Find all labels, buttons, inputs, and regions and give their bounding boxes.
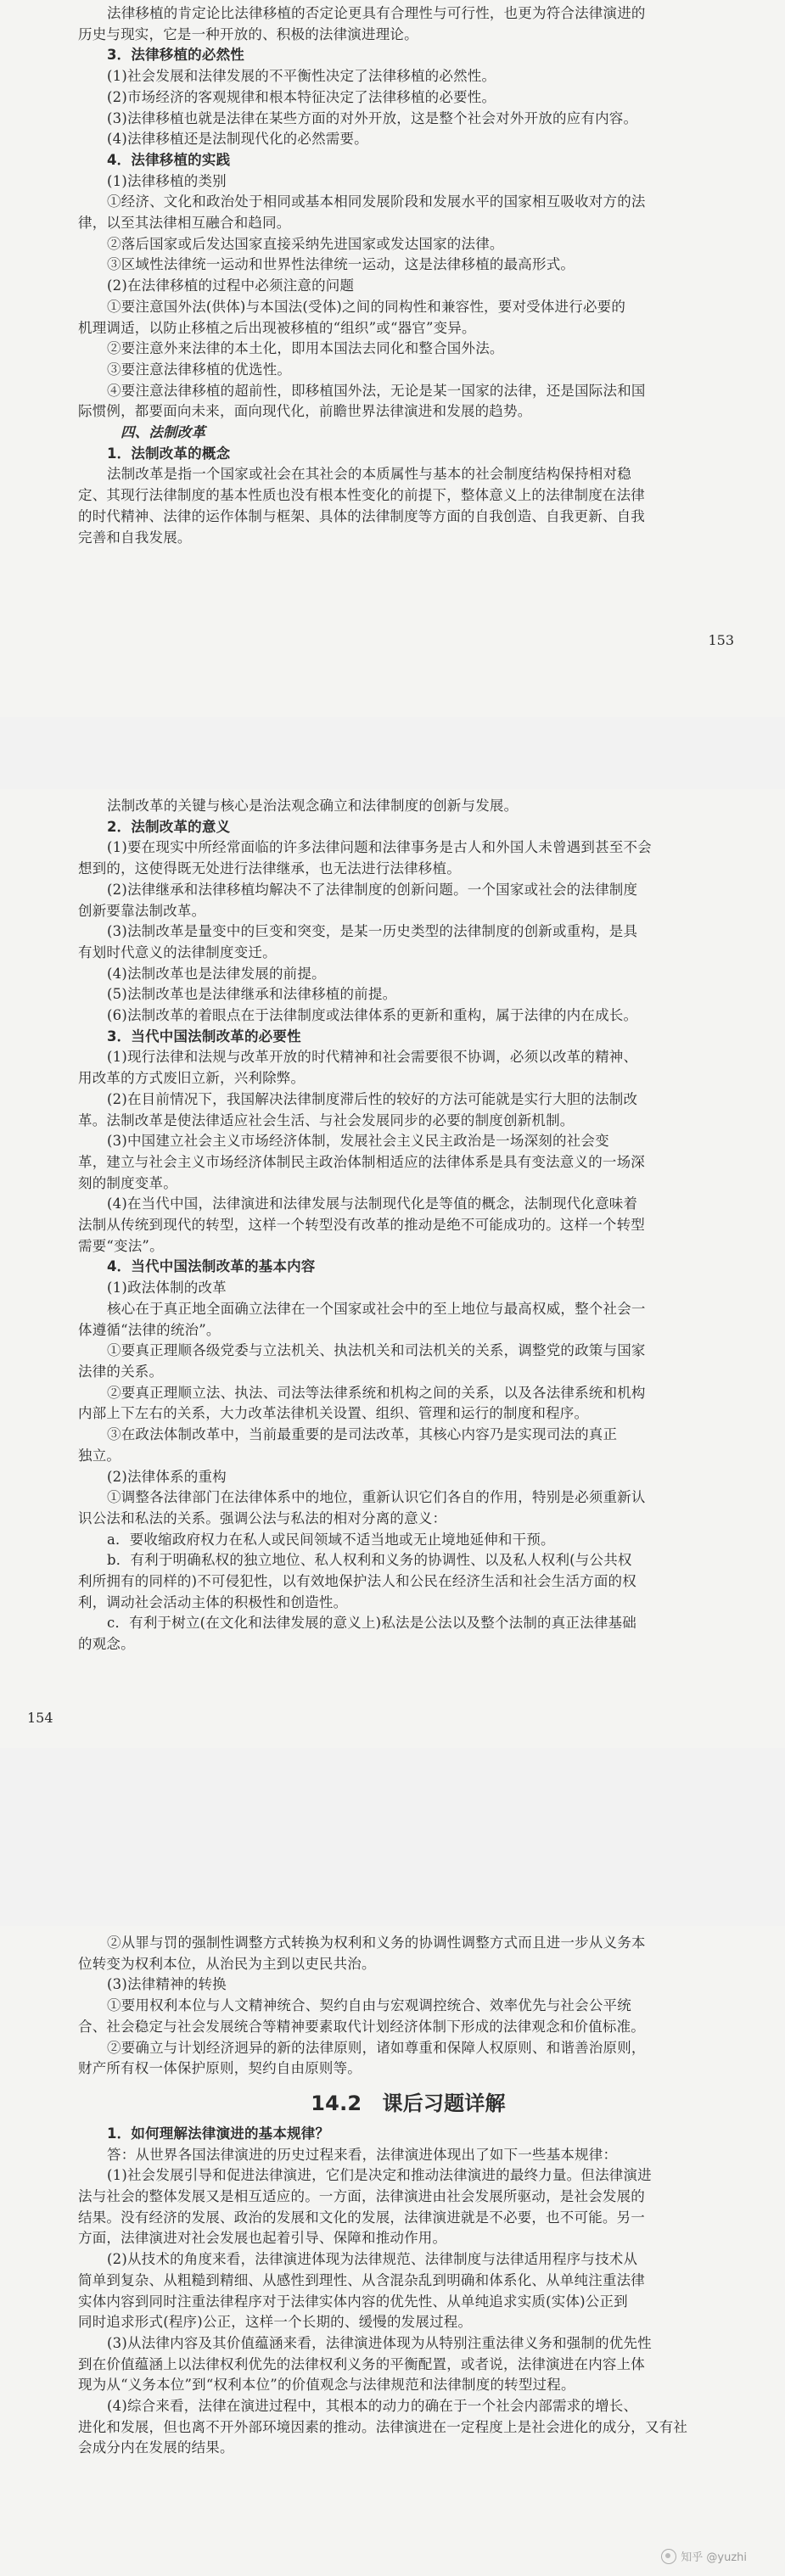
text-line: ②要确立与计划经济迥异的新的法律原则，诸如尊重和保障人权原则、和谐善治原则， [107,2039,646,2056]
section-heading: 3．法律移植的必然性 [107,47,244,64]
text-line: 利所拥有的同样的)不可侵犯性，以有效地保护法人和公民在经济生活和社会生活方面的权 [78,1573,636,1590]
text-line: (4)在当代中国，法律演进和法律发展与法制现代化是等值的概念，法制现代化意味着 [107,1196,638,1212]
text-line: 合、社会稳定与社会发展统合等精神要素取代计划经济体制下形成的法律观念和价值标准。 [78,2018,645,2035]
text-line: 结果。没有经济的发展、政治的发展和文化的发展，法律演进就是不必要，也不可能。另一 [78,2209,645,2226]
text-line: ②要注意外来法律的本土化，即用本国法去同化和整合国外法。 [107,340,504,357]
text-line: 际惯例，都要面向未来，面向现代化，前瞻世界法律演进和发展的趋势。 [78,403,532,420]
text-line: ②从罪与罚的强制性调整方式转换为权利和义务的协调性调整方式而且进一步从义务本 [107,1935,646,1951]
text-line: 方面，法律演进对社会发展也起着引导、保障和推动作用。 [78,2230,447,2247]
text-line: 会成分内在发展的结果。 [78,2439,234,2456]
text-line: 体遵循“法律的统治”。 [78,1321,221,1338]
text-line: 机理调适，以防止移植之后出现被移植的“组织”或“器官”变异。 [78,319,476,336]
text-line: (3)从法律内容及其价值蕴涵来看，法律演进体现为从特别注重法律义务和强制的优先性 [107,2334,652,2351]
text-line: (1)社会发展和法律发展的不平衡性决定了法律移植的必然性。 [107,68,496,85]
text-line: 独立。 [78,1447,121,1464]
text-line: (2)法律继承和法律移植均解决不了法律制度的创新问题。一个国家或社会的法律制度 [107,881,638,898]
text-line: (2)在目前情况下，我国解决法律制度滞后性的较好的方法可能就是实行大胆的法制改 [107,1090,638,1107]
text-line: ②落后国家或后发达国家直接采纳先进国家或发达国家的法律。 [107,235,504,252]
text-line: 到在价值蕴涵上以法律权利优先的法律权利义务的平衡配置，或者说，法律演进在内容上体 [78,2355,645,2372]
text-line: ①要用权利本位与人文精神统合、契约自由与宏观调控统合、效率优先与社会公平统 [107,1997,631,2014]
text-line: a．要收缩政府权力在私人或民间领域不适当地或无止境地延伸和干预。 [107,1531,555,1548]
text-line: 法制从传统到现代的转型，这样一个转型没有改革的推动是绝不可能成功的。这样一个转型 [78,1217,645,1234]
text-line: 需要“变法”。 [78,1237,164,1254]
text-line: 实体内容到同时注重法律程序对于法律实体内容的优先性、从单纯追求实质(实体)公正到 [78,2293,628,2310]
watermark-text: 知乎 @yuzhi [681,2551,747,2564]
text-line: (3)法制改革是量变中的巨变和突变，是某一历史类型的法律制度的创新或重构，是具 [107,923,638,940]
text-line: (2)法律体系的重构 [107,1468,227,1485]
text-line: 律，以至其法律相互融合和趋同。 [78,215,291,232]
text-line: ③要注意法律移植的优选性。 [107,361,292,378]
text-line: (1)要在现实中所经常面临的许多法律问题和法律事务是古人和外国人未曾遇到甚至不会 [107,839,652,856]
text-line: 法律移植的肯定论比法律移植的否定论更具有合理性与可行性，也更为符合法律演进的 [107,5,646,21]
text-line: 革。法制改革是使法律适应社会生活、与社会发展同步的必要的制度创新机制。 [78,1112,575,1128]
page-155 [0,1926,785,2576]
text-line: (2)从技术的角度来看，法律演进体现为法律规范、法律制度与法律适用程序与技术从 [107,2251,638,2268]
text-line: 法制改革是指一个国家或社会在其社会的本质属性与基本的社会制度结构保持相对稳 [107,466,631,483]
text-line: 有划时代意义的法律制度变迁。 [78,944,277,960]
text-line: 的时代精神、法律的运作体制与框架、具体的法律制度等方面的自我创造、自我更新、自我 [78,507,645,524]
text-line: ①调整各法律部门在法律体系中的地位，重新认识它们各自的作用，特别是必须重新认 [107,1489,646,1506]
page-153 [0,0,785,717]
text-line: (3)中国建立社会主义市场经济体制，发展社会主义民主政治是一场深刻的社会变 [107,1133,609,1150]
text-line: 财产所有权一体保护原则，契约自由原则等。 [78,2060,362,2077]
text-line: 位转变为权利本位，从治民为主到以吏民共治。 [78,1955,376,1972]
text-line: 刻的制度变革。 [78,1174,177,1191]
text-line: 同时追求形式(程序)公正，这样一个长期的、缓慢的发展过程。 [78,2314,473,2331]
text-line: b．有利于明确私权的独立地位、私人权利和义务的协调性、以及私人权利(与公共权 [107,1552,632,1569]
text-line: (4)法律移植还是法制现代化的必然需要。 [107,131,368,148]
page-154 [0,789,785,1748]
text-line: ①经济、文化和政治处于相同或基本相同发展阶段和发展水平的国家相互吸收对方的法 [107,193,646,210]
text-line: 利，调动社会活动主体的积极性和创造性。 [78,1593,348,1610]
text-line: (4)综合来看，法律在演进过程中，其根本的动力的确在于一个社会内部需求的增长、 [107,2398,638,2415]
part-heading: 四、法制改革 [121,424,206,441]
page-body [78,796,738,1655]
text-line: (3)法律精神的转换 [107,1976,227,1993]
text-line: ③区域性法律统一运动和世界性法律统一运动，这是法律移植的最高形式。 [107,256,575,273]
text-line: 定、其现行法律制度的基本性质也没有根本性变化的前提下，整体意义上的法律制度在法律 [78,487,645,504]
page-number: 154 [27,1710,53,1726]
text-line: ③在政法体制改革中，当前最重要的是司法改革，其核心内容乃是实现司法的真正 [107,1426,618,1443]
watermark [661,2548,747,2564]
zhihu-logo-icon [661,2549,676,2564]
text-line: 识公法和私法的关系。强调公法与私法的相对分离的意义： [78,1509,447,1526]
text-line: 法与社会的整体发展又是相互适应的。一方面，法律演进由社会发展所驱动，是社会发展的 [78,2188,645,2205]
text-line: 进化和发展，但也离不开外部环境因素的推动。法律演进在一定程度上是社会进化的成分，又有社 [78,2418,688,2435]
text-line: ④要注意法律移植的超前性，即移植国外法，无论是某一国家的法律，还是国际法和国 [107,382,646,399]
text-line: (4)法制改革也是法律发展的前提。 [107,965,326,982]
text-line: (1)现行法律和法规与改革开放的时代精神和社会需要很不协调，必须以改革的精神、 [107,1049,638,1066]
page-body [78,1933,738,2459]
text-line: 完善和自我发展。 [78,529,192,546]
text-line: (2)在法律移植的过程中必须注意的问题 [107,277,355,294]
text-line: c．有利于树立(在文化和法律发展的意义上)私法是公法以及整个法制的真正法律基础 [107,1615,636,1632]
section-heading: 3．当代中国法制改革的必要性 [107,1028,301,1044]
text-line: 创新要靠法制改革。 [78,902,206,919]
text-line: 想到的，这使得既无处进行法律继承，也无法进行法律移植。 [78,860,461,877]
text-line: 用改革的方式废旧立新，兴利除弊。 [78,1070,306,1087]
text-line: (1)政法体制的改革 [107,1280,227,1296]
text-line: 革，建立与社会主义市场经济体制民主政治体制相适应的法律体系是具有变法意义的一场深 [78,1153,645,1170]
section-heading: 4．当代中国法制改革的基本内容 [107,1258,316,1275]
text-line: 现为从“义务本位”到“权利本位”的价值观念与法律规范和法律制度的转型过程。 [78,2377,575,2394]
text-line: ①要真正理顺各级党委与立法机关、执法机关和司法机关的关系，调整党的政策与国家 [107,1342,646,1359]
section-heading: 1．如何理解法律演进的基本规律？ [107,2125,330,2142]
text-line: 核心在于真正地全面确立法律在一个国家或社会中的至上地位与最高权威，整个社会一 [107,1300,646,1317]
text-line: 的观念。 [78,1636,135,1653]
text-line: (1)法律移植的类别 [107,172,227,189]
text-line: (3)法律移植也就是法律在某些方面的对外开放，这是整个社会对外开放的应有内容。 [107,109,638,126]
section-heading: 2．法制改革的意义 [107,818,231,835]
section-heading: 4．法律移植的实践 [107,151,231,168]
chapter-heading: 14.2 课后习题详解 [311,2091,506,2115]
text-line: (6)法制改革的着眼点在于法律制度或法律体系的更新和重构，属于法律的内在成长。 [107,1007,638,1024]
page-number: 153 [708,632,734,648]
text-line: (5)法制改革也是法律继承和法律移植的前提。 [107,986,397,1003]
text-line: ②要真正理顺立法、执法、司法等法律系统和机构之间的关系，以及各法律系统和机构 [107,1384,646,1401]
text-line: 答：从世界各国法律演进的历史过程来看，法律演进体现出了如下一些基本规律： [107,2146,618,2163]
text-line: 历史与现实，它是一种开放的、积极的法律演进理论。 [78,25,418,42]
text-line: (1)社会发展引导和促进法律演进，它们是决定和推动法律演进的最终力量。但法律演进 [107,2167,652,2184]
section-heading: 1．法制改革的概念 [107,445,231,462]
text-line: 简单到复杂、从粗糙到精细、从感性到理性、从含混杂乱到明确和体系化、从单纯注重法律 [78,2271,645,2288]
text-line: 法律的关系。 [78,1363,164,1380]
page-body [78,3,738,548]
text-line: 法制改革的关键与核心是治法观念确立和法律制度的创新与发展。 [107,798,519,814]
text-line: (2)市场经济的客观规律和根本特征决定了法律移植的必要性。 [107,88,496,105]
text-line: 内部上下左右的关系，大力改革法律机关设置、组织、管理和运行的制度和程序。 [78,1405,589,1422]
text-line: ①要注意国外法(供体)与本国法(受体)之间的同构性和兼容性，要对受体进行必要的 [107,298,626,315]
